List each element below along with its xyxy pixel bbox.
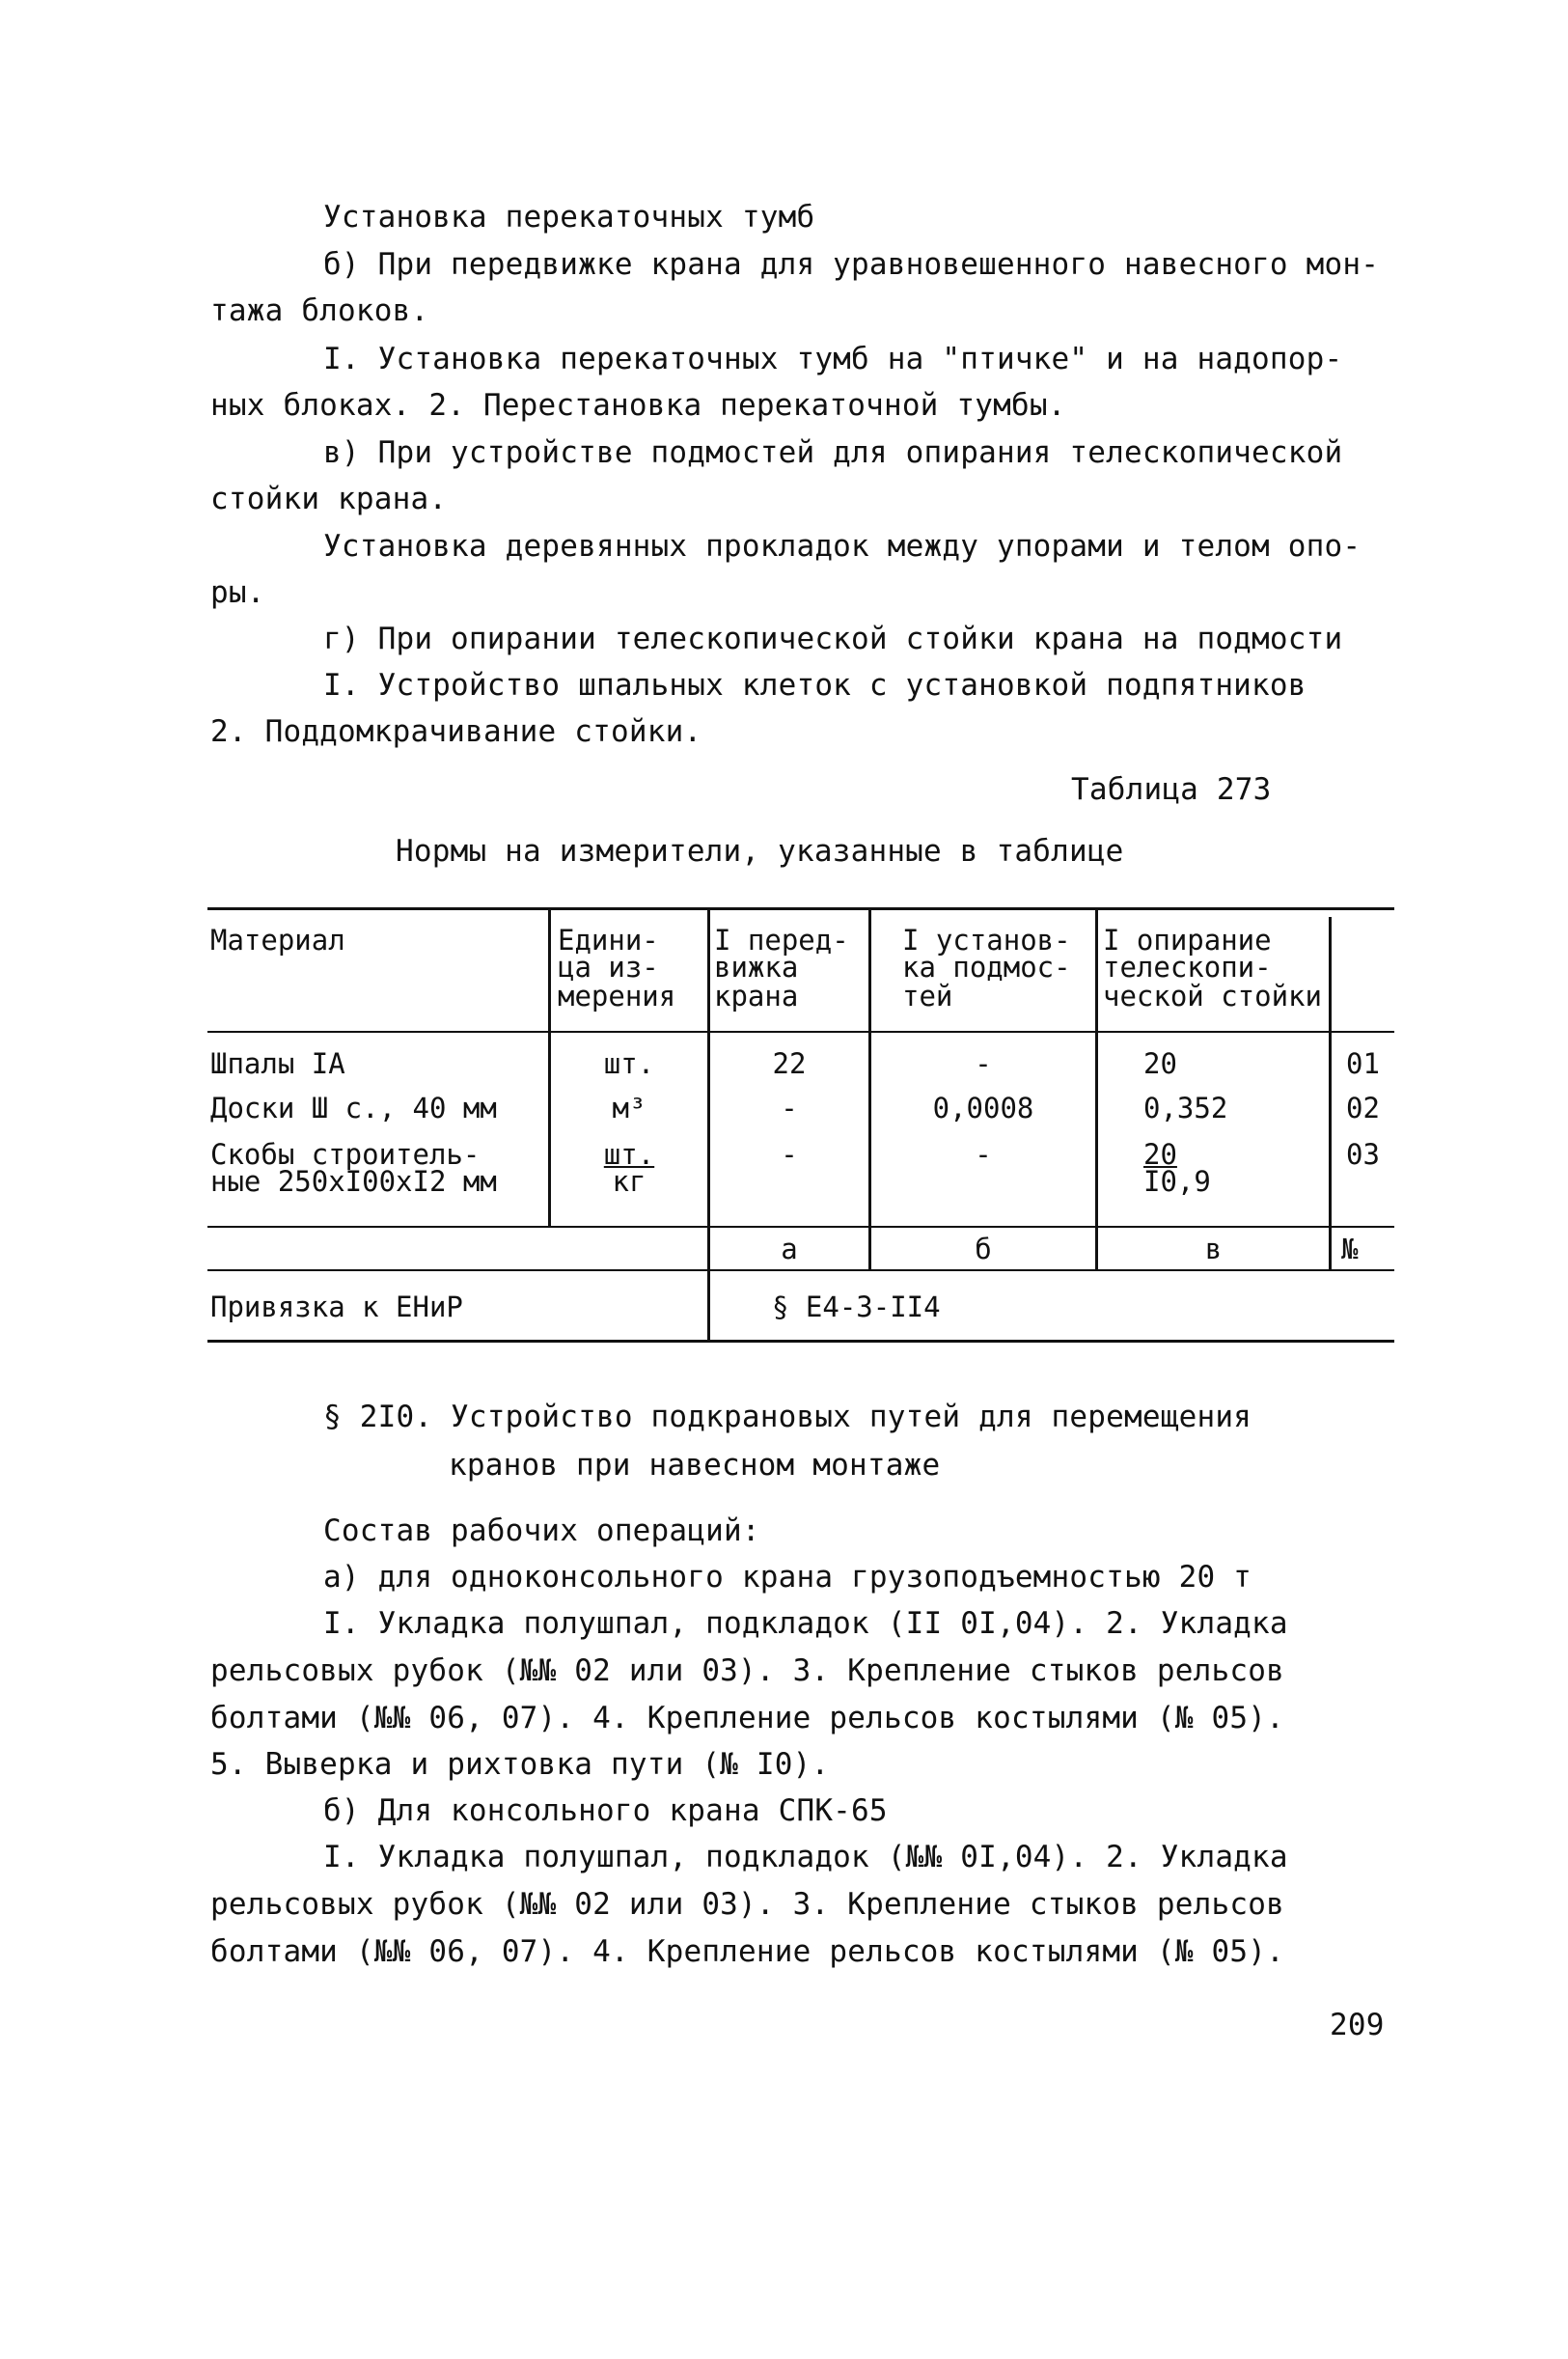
header-col-a: вижка — [714, 951, 799, 984]
text-line: ры. — [210, 575, 265, 610]
cell-unit: кг — [612, 1165, 646, 1198]
cell-unit: шт. — [603, 1047, 655, 1080]
text-line: 2. Поддомкрачивание стойки. — [210, 714, 702, 749]
table-rule — [707, 907, 710, 1340]
text-line: болтами (№№ 06, 07). 4. Крепление рельсов костылями (№ 05). — [210, 1701, 1284, 1735]
cell-material: Шпалы IA — [210, 1047, 345, 1080]
cell-unit: шт. — [603, 1138, 655, 1171]
text-line: рельсовых рубок (№№ 02 или 03). 3. Крепление стыков рельсов — [210, 1887, 1284, 1922]
binding-label: Привязка к ЕНиР — [210, 1291, 463, 1323]
header-material: Материал — [210, 924, 345, 957]
cell-num: 03 — [1346, 1138, 1380, 1171]
table-rule — [207, 1031, 1394, 1033]
header-col-a: I перед- — [714, 924, 849, 957]
header-col-b: ка подмос- — [902, 951, 1071, 984]
text-line: Установка перекаточных тумб — [323, 200, 815, 235]
text-line: Состав рабочих операций: — [323, 1513, 760, 1548]
header-unit: ца из- — [558, 951, 659, 984]
text-line: тажа блоков. — [210, 293, 429, 328]
table-rule — [207, 1340, 1394, 1343]
cell-c: I0,9 — [1143, 1165, 1211, 1198]
cell-c: 20 — [1143, 1138, 1177, 1171]
header-col-a: крана — [714, 980, 799, 1013]
text-line: б) При передвижке крана для уравновешенного навесного мон- — [323, 247, 1380, 282]
table-rule — [207, 1226, 1394, 1228]
cell-b: - — [975, 1047, 992, 1080]
cell-material: ные 250xI00xI2 мм — [210, 1165, 497, 1198]
text-line: 5. Выверка и рихтовка пути (№ I0). — [210, 1747, 830, 1782]
text-line: в) При устройстве подмостей для опирания телескопической — [323, 435, 1343, 470]
text-line: Установка деревянных прокладок между упорами и телом опо- — [323, 529, 1362, 564]
header-col-c: I опирание — [1103, 924, 1272, 957]
table-number: Таблица 273 — [1071, 772, 1272, 807]
header-unit: Едини- — [558, 924, 659, 957]
cell-unit: м³ — [612, 1092, 646, 1124]
cell-a: 22 — [772, 1047, 807, 1080]
col-letter-a: а — [781, 1233, 798, 1265]
text-line: рельсовых рубок (№№ 02 или 03). 3. Крепление стыков рельсов — [210, 1653, 1284, 1688]
cell-num: 02 — [1346, 1092, 1380, 1124]
text-line: I. Укладка полушпал, подкладок (II 0I,04). 2. Укладка — [323, 1606, 1288, 1641]
cell-b: - — [975, 1138, 992, 1171]
header-unit: мерения — [558, 980, 676, 1013]
table-rule — [1095, 907, 1098, 1269]
table-rule — [207, 1269, 1394, 1271]
page-number: 209 — [1330, 2008, 1385, 2042]
table-caption: Нормы на измерители, указанные в таблице — [396, 834, 1124, 869]
header-col-c: телескопи- — [1103, 951, 1272, 984]
table-rule — [868, 907, 871, 1269]
text-line: I. Установка перекаточных тумб на "птичке" и на надопор- — [323, 342, 1343, 376]
col-letter-b: б — [975, 1233, 992, 1265]
col-letter-c: в — [1204, 1233, 1223, 1265]
table-rule — [1329, 917, 1332, 1269]
cell-c: 0,352 — [1143, 1092, 1228, 1124]
text-line: стойки крана. — [210, 482, 448, 516]
header-col-b: I установ- — [902, 924, 1071, 957]
section-title: кранов при навесном монтаже — [449, 1448, 941, 1483]
cell-c: 20 — [1143, 1047, 1177, 1080]
col-letter-num: № — [1341, 1233, 1359, 1265]
section-title: § 2I0. Устройство подкрановых путей для перемещения — [323, 1400, 1252, 1434]
cell-b: 0,0008 — [932, 1092, 1034, 1124]
text-line: болтами (№№ 06, 07). 4. Крепление рельсов костылями (№ 05). — [210, 1934, 1284, 1969]
header-col-c: ческой стойки — [1103, 980, 1322, 1013]
cell-material: Доски Ш с., 40 мм — [210, 1092, 497, 1124]
text-line: а) для одноконсольного крана грузоподъемностью 20 т — [323, 1560, 1252, 1595]
cell-material: Скобы строитель- — [210, 1138, 481, 1171]
cell-a: - — [781, 1138, 798, 1171]
text-line: I. Устройство шпальных клеток с установкой подпятников — [323, 668, 1307, 703]
text-line: I. Укладка полушпал, подкладок (№№ 0I,04). 2. Укладка — [323, 1840, 1288, 1874]
text-line: г) При опирании телескопической стойки крана на подмости — [323, 622, 1343, 656]
cell-a: - — [781, 1092, 798, 1124]
binding-value: § Е4-3-II4 — [772, 1291, 941, 1323]
cell-num: 01 — [1346, 1047, 1380, 1080]
header-col-b: тей — [902, 980, 953, 1013]
table-rule — [207, 907, 1394, 910]
text-line: ных блоках. 2. Перестановка перекаточной тумбы. — [210, 388, 1066, 423]
text-line: б) Для консольного крана СПК-65 — [323, 1793, 888, 1828]
